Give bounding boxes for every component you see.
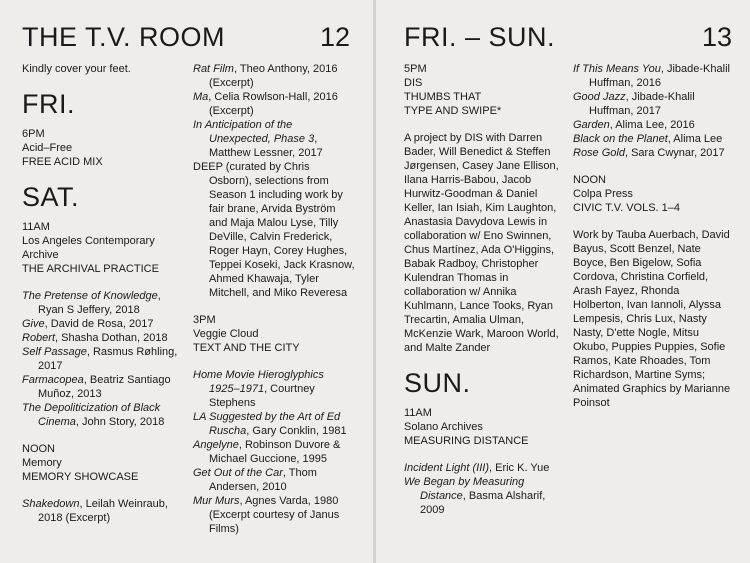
film-entry xyxy=(193,494,355,536)
program-title: FREE ACID MIX xyxy=(22,156,103,168)
program-title: MEASURING DISTANCE xyxy=(404,435,529,447)
film-credit: , Rasmus Røhling, 2017 xyxy=(38,346,178,372)
program-block xyxy=(22,220,182,276)
film-list xyxy=(404,461,568,517)
film-entry xyxy=(573,90,733,118)
film-credit: , Celia Rowlson-Hall, 2016 (Excerpt) xyxy=(208,91,338,117)
film-title: Black on the Planet xyxy=(573,133,668,145)
program-block xyxy=(22,127,182,169)
program-title: THE ARCHIVAL PRACTICE xyxy=(22,263,159,275)
film-entry xyxy=(22,317,182,331)
film-entry xyxy=(22,345,182,373)
film-credit: , Alima Lee, 2016 xyxy=(609,119,695,131)
film-credit: , Agnes Varda, 1980 (Excerpt courtesy of Janus Films) xyxy=(209,495,340,535)
film-entry xyxy=(573,118,733,132)
film-title: Mur Murs xyxy=(193,495,240,507)
film-entry xyxy=(404,475,568,517)
film-title: Good Jazz xyxy=(573,91,626,103)
program-description: Work by Tauba Auerbach, David Bayus, Scott Benzel, Nate Boyce, Ben Bigelow, Sofia Cordova, Christina Corfield, Arash Fayez, Rhonda Holberton, Ivan Iannoli, Alyssa Lempesis, Chris Lux, Nasty Nasty, D'ette Nogle, Mitsu Okubo, Puppies Puppies, Sofie Ramos, Kate Rhoades, Tom Richardson, Martine Syms; Animated Graphics by Marianne Poinsot xyxy=(573,229,731,409)
program-block xyxy=(193,313,355,355)
page-title: FRI. – SUN. xyxy=(404,22,556,52)
left-page xyxy=(0,0,374,563)
right-column-2 xyxy=(573,62,733,410)
film-list xyxy=(573,62,733,160)
program-presenter: Veggie Cloud xyxy=(193,328,259,340)
program-time: 6PM xyxy=(22,128,45,140)
film-list xyxy=(193,368,355,536)
film-entry xyxy=(193,466,355,494)
film-entry xyxy=(573,132,733,146)
program-title: THUMBS THAT xyxy=(404,91,482,103)
film-credit: , Shasha Dothan, 2018 xyxy=(55,332,168,344)
film-title: In Anticipation of the Unexpected, Phase 3 xyxy=(193,119,315,145)
film-credit: , John Story, 2018 xyxy=(75,416,165,428)
film-title: LA Suggested by the Art of Ed Ruscha xyxy=(193,411,341,437)
day-heading-fri: FRI. xyxy=(22,89,75,119)
film-title: If This Means You xyxy=(573,63,661,75)
film-credit: , Jibade-Khalil Huffman, 2016 xyxy=(589,63,730,89)
film-entry xyxy=(193,90,355,118)
film-title: Rose Gold xyxy=(573,147,625,159)
film-entry xyxy=(193,438,355,466)
film-credit: , Leilah Weinraub, 2018 (Excerpt) xyxy=(38,498,168,524)
film-entry xyxy=(404,461,568,475)
program-time: 11AM xyxy=(404,407,432,419)
film-credit: , David de Rosa, 2017 xyxy=(44,318,154,330)
program-description: A project by DIS with Darren Bader, Will Benedict & Steffen Jørgensen, Casey Jane Ellison, Ilana Harris-Babou, Jacob Hurwitz-Goodman & Daniel Keller, Ian Isiah, Kim Laughton, Anastasia Davydova Lewis in collaboration w/ Eno Swinnen, Chus Martínez, Ada O'Higgins, Babak Radboy, Christopher Kulendran Thomas in collaboration w/ Annika Kuhlmann, Lance Tooks, Ryan Trecartin, Amalia Ulman, McKenzie Wark, Maroon World, and Malte Zander xyxy=(404,132,559,354)
program-presenter: Archive xyxy=(22,249,59,261)
film-title: Incident Light (III) xyxy=(404,462,489,474)
program-title: CIVIC T.V. VOLS. 1–4 xyxy=(573,202,681,214)
film-entry xyxy=(22,331,182,345)
film-entry xyxy=(193,410,355,438)
film-credit: , Beatriz Santiago Muñoz, 2013 xyxy=(38,374,171,400)
film-entry xyxy=(22,497,182,525)
film-title: Robert xyxy=(22,332,56,344)
program-block xyxy=(22,442,182,484)
film-entry xyxy=(193,118,355,160)
film-entry xyxy=(22,289,182,317)
film-credit: , Basma Alsharif, 2009 xyxy=(420,490,546,516)
day-heading-sat: SAT. xyxy=(22,182,80,212)
deep-description: DEEP (curated by Chris Osborn), selections from Season 1 including work by fair brane, Arvida Byström and Maja Malou Lyse, Tilly DeVille, Calvin Frederick, Roger Hayn, Corey Hughes, Teppei Koseki, Jack Krasnow, Ahmed Khawaja, Tyler Mitchell, and Miko Reveresa xyxy=(193,161,355,299)
film-title: We Began by Measuring Distance xyxy=(404,476,525,502)
program-presenter: Solano Archives xyxy=(404,421,483,433)
film-credit: , Matthew Lessner, 2017 xyxy=(209,133,323,159)
film-credit: , Alima Lee xyxy=(667,133,723,145)
program-block xyxy=(404,406,568,448)
film-title: Angelyne xyxy=(193,439,239,451)
film-title: Rat Film xyxy=(193,63,234,75)
film-credit: , Ryan S Jeffery, 2018 xyxy=(38,290,161,316)
film-credit: , Eric K. Yue xyxy=(489,462,550,474)
program-time: 3PM xyxy=(193,314,216,326)
program-time: 5PM xyxy=(404,63,427,75)
film-entry xyxy=(573,62,733,90)
left-column-2 xyxy=(193,62,355,536)
day-heading-sun: SUN. xyxy=(404,368,471,398)
program-time: NOON xyxy=(22,443,55,455)
program-time: 11AM xyxy=(22,221,50,233)
film-list xyxy=(193,62,355,300)
film-entry xyxy=(22,373,182,401)
right-page xyxy=(376,0,750,563)
film-credit: , Theo Anthony, 2016 (Excerpt) xyxy=(209,63,338,89)
right-column-1 xyxy=(404,62,568,517)
film-entry xyxy=(193,368,355,410)
film-credit: , Jibade-Khalil Huffman, 2017 xyxy=(589,91,695,117)
film-title: Farmacopea xyxy=(22,374,84,386)
film-credit: , Gary Conklin, 1981 xyxy=(246,425,347,437)
program-block xyxy=(404,62,568,118)
program-presenter: DIS xyxy=(404,77,423,89)
film-credit: , Sara Cwynar, 2017 xyxy=(624,147,725,159)
film-credit: , Thom Andersen, 2010 xyxy=(209,467,317,493)
film-title: Self Passage xyxy=(22,346,87,358)
film-entry xyxy=(573,146,733,160)
film-list xyxy=(22,289,182,429)
page-title: THE T.V. ROOM xyxy=(22,22,226,52)
film-credit: , Robinson Duvore & Michael Guccione, 1995 xyxy=(209,439,341,465)
left-column-1 xyxy=(22,62,182,525)
film-entry xyxy=(22,401,182,429)
program-title: TYPE AND SWIPE* xyxy=(404,105,502,117)
film-title: Garden xyxy=(573,119,610,131)
program-presenter: Memory xyxy=(22,457,62,469)
film-credit: , Courtney Stephens xyxy=(209,383,315,409)
film-title: Give xyxy=(22,318,45,330)
program-title: TEXT AND THE CITY xyxy=(193,342,300,354)
film-title: The Pretense of Knowledge xyxy=(22,290,158,302)
film-title: Home Movie Hieroglyphics 1925–1971 xyxy=(193,369,324,395)
program-time: NOON xyxy=(573,174,606,186)
program-title: MEMORY SHOWCASE xyxy=(22,471,139,483)
page-number: 13 xyxy=(702,22,733,52)
film-title: The Depoliticization of Black Cinema xyxy=(22,402,161,428)
program-presenter: Colpa Press xyxy=(573,188,633,200)
film-title: Ma xyxy=(193,91,209,103)
page-number: 12 xyxy=(320,22,351,52)
program-presenter: Los Angeles Contemporary xyxy=(22,235,155,247)
program-presenter: Acid–Free xyxy=(22,142,73,154)
program-block xyxy=(573,173,733,215)
film-title: Shakedown xyxy=(22,498,80,510)
note: Kindly cover your feet. xyxy=(22,63,131,75)
film-entry xyxy=(193,62,355,90)
film-title: Get Out of the Car xyxy=(193,467,283,479)
